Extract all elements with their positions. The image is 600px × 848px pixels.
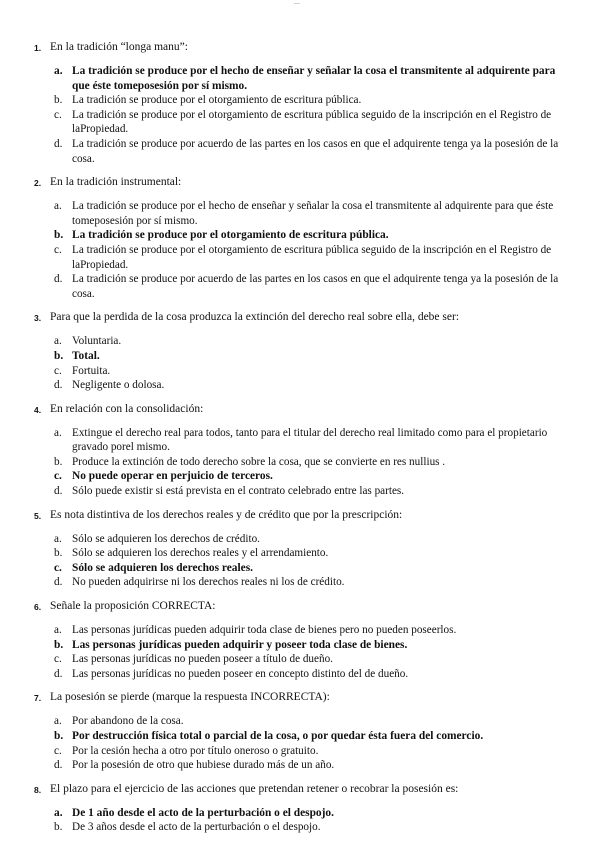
answer-options [54,623,574,681]
option-text: Sólo se adquieren los derechos de crédito. [72,532,260,545]
answer-option [54,243,574,272]
option-letter: b. [54,821,63,834]
question-header [34,402,574,418]
answer-option [54,623,574,638]
answer-option-correct [54,228,574,243]
question-number: 2. [34,178,42,189]
question-prompt: En la tradición instrumental: [50,176,182,189]
question-number: 7. [34,693,42,704]
question-5 [34,508,574,590]
option-letter: a. [54,65,63,77]
option-letter: c. [54,561,62,574]
question-number: 5. [34,510,42,521]
option-text: Por destrucción física total o parcial de la cosa, o por quedar ésta fuera del comercio. [72,730,484,742]
answer-option-correct [54,638,574,653]
answer-option [54,334,574,349]
answer-option [54,667,574,682]
answer-option [54,652,574,667]
answer-option [54,484,574,499]
option-text: Por la posesión de otro que hubiese durado más de un año. [72,759,335,772]
option-text: Negligente o dolosa. [72,379,165,392]
answer-option-correct [54,561,574,576]
question-2 [34,175,574,301]
option-text: Fortuita. [72,364,111,377]
option-letter: d. [54,273,63,286]
option-letter: c. [54,470,62,483]
answer-option [54,575,574,590]
option-text: Sólo se adquieren los derechos reales y el arrendamiento. [72,547,329,560]
option-text: No pueden adquirirse ni los derechos reales ni los de crédito. [72,576,345,589]
answer-option-correct [54,806,574,821]
option-letter: a. [54,532,62,545]
question-6 [34,599,574,681]
option-text: No puede operar en perjuicio de terceros. [72,470,273,483]
option-letter: c. [54,243,62,256]
answer-option-correct [54,349,574,364]
answer-options [54,64,574,166]
option-letter: b. [54,229,64,242]
option-text: La tradición se produce por el hecho de enseñar y señalar la cosa el transmitente al adquirente para que éste tomeposesión por sí mismo. [72,65,556,92]
question-prompt: Señale la proposición CORRECTA: [50,600,216,613]
question-list [34,40,574,844]
option-text: La tradición se produce por el otorgamiento de escritura pública seguido de la inscripción en el Registro de laPropiedad. [72,243,552,271]
question-8 [34,782,574,835]
option-text: La tradición se produce por el otorgamiento de escritura pública. [72,94,362,107]
option-letter: c. [54,744,62,757]
option-letter: a. [54,426,62,439]
question-number: 6. [34,602,42,613]
answer-option [54,272,574,301]
answer-option [54,532,574,547]
question-4 [34,402,574,499]
option-letter: d. [54,137,63,150]
answer-option [54,137,574,166]
question-prompt: Es nota distintiva de los derechos reales y de crédito que por la prescripción: [50,508,403,521]
answer-option [54,455,574,470]
option-letter: a. [54,335,62,348]
option-text: Extingue el derecho real para todos, tanto para el titular del derecho real limitado como para el propietario gravado porel mismo. [72,426,548,454]
option-letter: d. [54,485,63,498]
answer-option-correct [54,469,574,484]
option-letter: a. [54,200,62,213]
option-text: De 3 años desde el acto de la perturbación o el despojo. [72,821,321,834]
answer-option-correct [54,729,574,744]
answer-options [54,714,574,772]
option-letter: d. [54,759,63,772]
answer-option [54,820,574,835]
option-letter: b. [54,455,63,468]
page-marker: — [294,1,300,7]
answer-option [54,378,574,393]
answer-option-correct [54,64,574,93]
question-header [34,310,574,326]
option-text: La tradición se produce por acuerdo de las partes en los casos en que el adquirente tenga ya la posesión de la cosa. [72,137,559,165]
answer-option [54,744,574,759]
option-text: La tradición se produce por el otorgamiento de escritura pública. [72,229,389,242]
option-text: La tradición se produce por acuerdo de las partes en los casos en que el adquirente tenga ya la posesión de la cosa. [72,273,559,300]
option-text: La tradición se produce por el hecho de enseñar y señalar la cosa el transmitente al adquirente para que éste tomeposesión por sí mismo. [72,200,554,227]
option-letter: c. [54,108,62,121]
option-letter: b. [54,638,64,651]
option-text: Las personas jurídicas pueden adquirir toda clase de bienes pero no pueden poseerlos. [72,624,457,637]
option-letter: a. [54,624,62,637]
question-header [34,40,574,56]
question-header [34,508,574,524]
option-letter: d. [54,379,63,392]
question-number: 4. [34,404,42,415]
option-letter: d. [54,667,63,680]
question-7 [34,690,574,772]
question-prompt: Para que la perdida de la cosa produzca la extinción del derecho real sobre ella, debe ser: [50,311,460,324]
answer-option [54,426,574,455]
answer-option [54,93,574,108]
option-letter: b. [54,730,64,742]
question-header [34,690,574,706]
question-number: 1. [34,43,42,53]
option-letter: a. [54,806,63,819]
option-letter: a. [54,715,62,728]
answer-option [54,546,574,561]
option-text: Por abandono de la cosa. [72,715,184,728]
question-header [34,175,574,191]
option-letter: b. [54,94,63,107]
option-text: Por la cesión hecha a otro por título oneroso o gratuito. [72,744,319,757]
answer-option [54,108,574,137]
answer-options [54,426,574,499]
option-text: De 1 año desde el acto de la perturbación o el despojo. [72,806,334,819]
option-text: Las personas jurídicas no pueden poseer a título de dueño. [72,653,333,666]
option-text: Voluntaria. [72,335,122,348]
option-text: Sólo puede existir si está prevista en el contrato celebrado entre las partes. [72,485,405,498]
answer-option [54,199,574,228]
option-letter: c. [54,653,62,666]
answer-options [54,199,574,301]
option-text: Produce la extinción de todo derecho sobre la cosa, que se convierte en res nullius . [72,455,446,468]
answer-options [54,532,574,590]
question-prompt: La posesión se pierde (marque la respuesta INCORRECTA): [50,691,330,704]
answer-options [54,806,574,835]
option-letter: d. [54,576,63,589]
option-text: Las personas jurídicas no pueden poseer en concepto distinto del de dueño. [72,667,409,680]
question-3 [34,310,574,392]
answer-option [54,714,574,729]
option-text: La tradición se produce por el otorgamiento de escritura pública seguido de la inscripción en el Registro de laPropiedad. [72,108,552,136]
option-letter: c. [54,364,62,377]
question-header [34,782,574,798]
option-letter: b. [54,349,64,362]
answer-option [54,364,574,379]
question-header [34,599,574,615]
option-text: Las personas jurídicas pueden adquirir y poseer toda clase de bienes. [72,638,408,651]
question-number: 8. [34,784,42,795]
question-prompt: El plazo para el ejercicio de las acciones que pretendan retener o recobrar la posesión es: [50,782,459,795]
question-prompt: En la tradición “longa manu”: [50,41,188,53]
question-1 [34,40,574,166]
option-text: Sólo se adquieren los derechos reales. [72,561,253,574]
question-number: 3. [34,313,42,324]
answer-options [54,334,574,392]
option-text: Total. [72,349,100,362]
answer-option [54,758,574,773]
option-letter: b. [54,547,63,560]
question-prompt: En relación con la consolidación: [50,402,204,415]
